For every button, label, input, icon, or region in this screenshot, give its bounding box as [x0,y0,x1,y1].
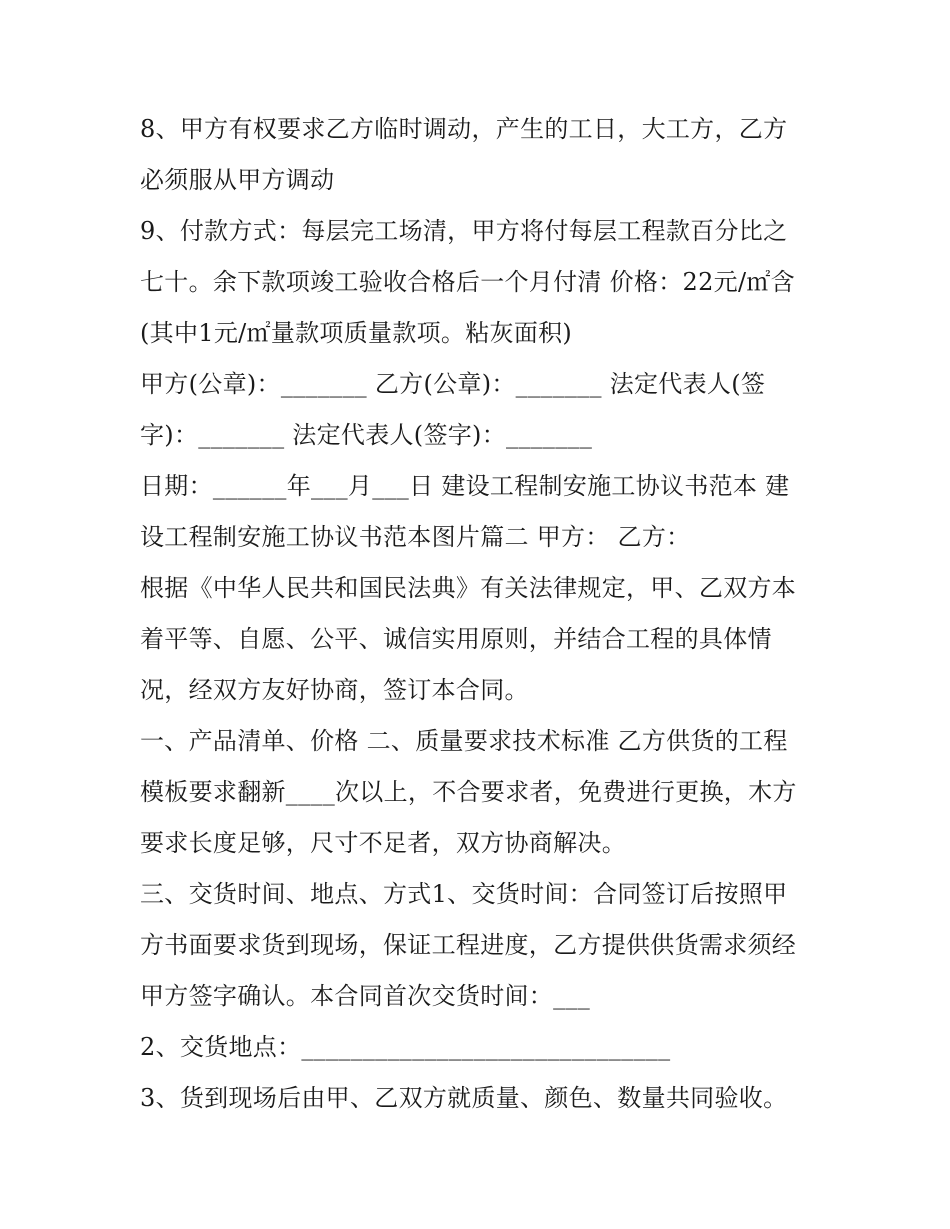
text-line: 9、付款方式：每层完工场清，甲方将付每层工程款百分比之 [140,217,788,245]
text-line: (其中1元/㎡量款项质量款项。粘灰面积) [140,319,573,347]
text-line: 况，经双方友好协商，签订本合同。 [140,676,529,704]
text-line: 一、产品清单、价格 二、质量要求技术标准 乙方供货的工程 [140,727,788,755]
signature-line: 甲方(公章)：_______ 乙方(公章)：_______ 法定代表人(签 [140,370,766,398]
text-line: 2、交货地点：______________________________ [140,1033,671,1061]
date-line: 日期：______年___月___日 建设工程制安施工协议书范本 建 [140,472,790,500]
text-line: 8、甲方有权要求乙方临时调动，产生的工日，大工方，乙方 [140,115,788,143]
text-line: 要求长度足够，尺寸不足者，双方协商解决。 [140,829,626,857]
text-line: 方书面要求货到现场，保证工程进度，乙方提供供货需求须经 [140,931,797,959]
text-line: 根据《中华人民共和国民法典》有关法律规定，甲、乙双方本 [140,574,797,602]
text-line: 甲方签字确认。本合同首次交货时间：___ [140,982,590,1010]
text-line: 七十。余下款项竣工验收合格后一个月付清 价格：22元/㎡含 [140,268,795,296]
text-line: 3、货到现场后由甲、乙双方就质量、颜色、数量共同验收。 [140,1084,788,1112]
text-line: 必须服从甲方调动 [140,166,335,194]
document-body [140,104,830,1124]
text-line: 模板要求翻新____次以上，不合要求者，免费进行更换，木方 [140,778,797,806]
signature-line: 字)：_______ 法定代表人(签字)：_______ [140,421,593,449]
text-line: 三、交货时间、地点、方式1、交货时间：合同签订后按照甲 [140,880,788,908]
text-line: 设工程制安施工协议书范本图片篇二 甲方： 乙方： [140,523,691,551]
text-line: 着平等、自愿、公平、诚信实用原则，并结合工程的具体情 [140,625,772,653]
